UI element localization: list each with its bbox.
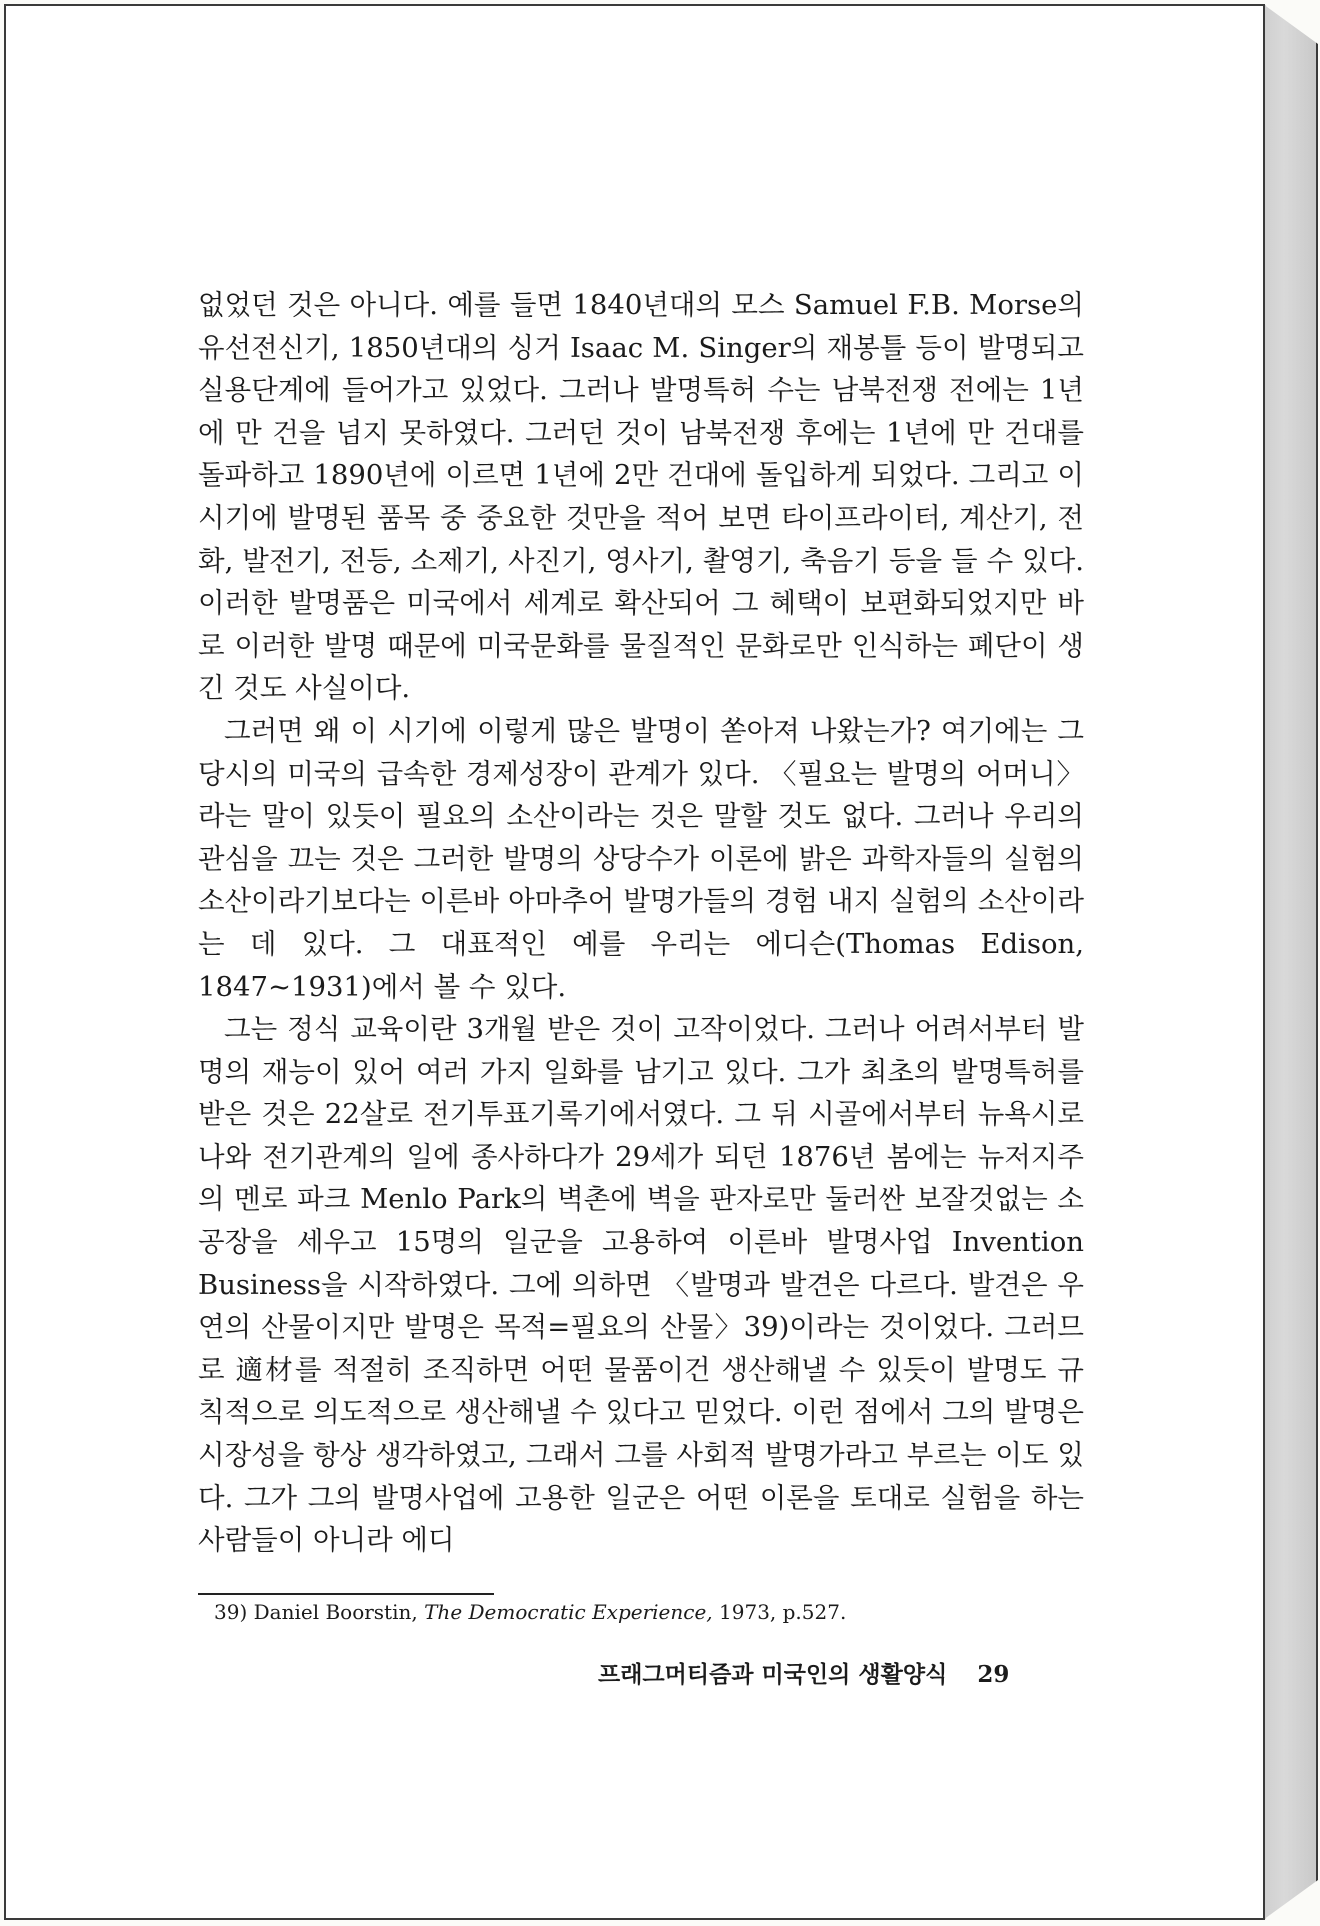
page-edge	[1263, 4, 1318, 1920]
footnote	[214, 1600, 1094, 1624]
running-footer	[598, 1656, 1038, 1689]
footnote-title: The Democratic Experience,	[424, 1600, 713, 1624]
footnote-author: Daniel Boorstin,	[253, 1600, 418, 1624]
running-title: 프래그머티즘과 미국인의 생활양식	[598, 1661, 948, 1688]
paragraph-1: 없었던 것은 아니다. 예를 들면 1840년대의 모스 Samuel F.B. Morse의 유선전신기, 1850년대의 싱거 Isaac M. Singer의 재봉틀 등이 발명되고 실용단계에 들어가고 있었다. 그러나 발명특허 수는 남북전쟁 전에는 1년에 만 건을 넘지 못하였다. 그러던 것이 남북전쟁 후에는 1년에 만 건대를 돌파하고 1890년에 이르면 1년에 2만 건대에 돌입하게 되었다. 그리고 이 시기에 발명된 품목 중 중요한 것만을 적어 보면 타이프라이터, 계산기, 전화, 발전기, 전등, 소제기, 사진기, 영사기, 촬영기, 축음기 등을 들 수 있다. 이러한 발명품은 미국에서 세계로 확산되어 그 혜택이 보편화되었지만 바로 이러한 발명 때문에 미국문화를 물질적인 문화로만 인식하는 폐단이 생긴 것도 사실이다.	[198, 289, 1084, 705]
footnote-number: 39)	[214, 1600, 248, 1624]
page-number: 29	[977, 1661, 1010, 1688]
footnote-rule	[198, 1593, 494, 1595]
paragraph-3: 그는 정식 교육이란 3개월 받은 것이 고작이었다. 그러나 어려서부터 발명의 재능이 있어 여러 가지 일화를 남기고 있다. 그가 최초의 발명특허를 받은 것은 22살로 전기투표기록기에서였다. 그 뒤 시골에서부터 뉴욕시로 나와 전기관계의 일에 종사하다가 29세가 되던 1876년 봄에는 뉴저지주의 멘로 파크 Menlo Park의 벽촌에 벽을 판자로만 둘러싼 보잘것없는 소공장을 세우고 15명의 일군을 고용하여 이른바 발명사업 Invention Business을 시작하였다. 그에 의하면 〈발명과 발견은 다르다. 발견은 우연의 산물이지만 발명은 목적=필요의 산물〉39)이라는 것이었다. 그러므로 適材를 적절히 조직하면 어떤 물품이건 생산해낼 수 있듯이 발명도 규칙적으로 의도적으로 생산해낼 수 있다고 믿었다. 이런 점에서 그의 발명은 시장성을 항상 생각하였고, 그래서 그를 사회적 발명가라고 부르는 이도 있다. 그가 그의 발명사업에 고용한 일군은 어떤 이론을 토대로 실험을 하는 사람들이 아니라 에디	[198, 1013, 1084, 1557]
body-text	[198, 284, 1084, 1562]
footnote-citation: 1973, p.527.	[719, 1600, 847, 1624]
paragraph-2: 그러면 왜 이 시기에 이렇게 많은 발명이 쏟아져 나왔는가? 여기에는 그 당시의 미국의 급속한 경제성장이 관계가 있다. 〈필요는 발명의 어머니〉라는 말이 있듯이 필요의 소산이라는 것은 말할 것도 없다. 그러나 우리의 관심을 끄는 것은 그러한 발명의 상당수가 이론에 밝은 과학자들의 실험의 소산이라기보다는 이른바 아마추어 발명가들의 경험 내지 실험의 소산이라는 데 있다. 그 대표적인 예를 우리는 에디슨(Thomas Edison, 1847~1931)에서 볼 수 있다.	[198, 714, 1084, 1003]
